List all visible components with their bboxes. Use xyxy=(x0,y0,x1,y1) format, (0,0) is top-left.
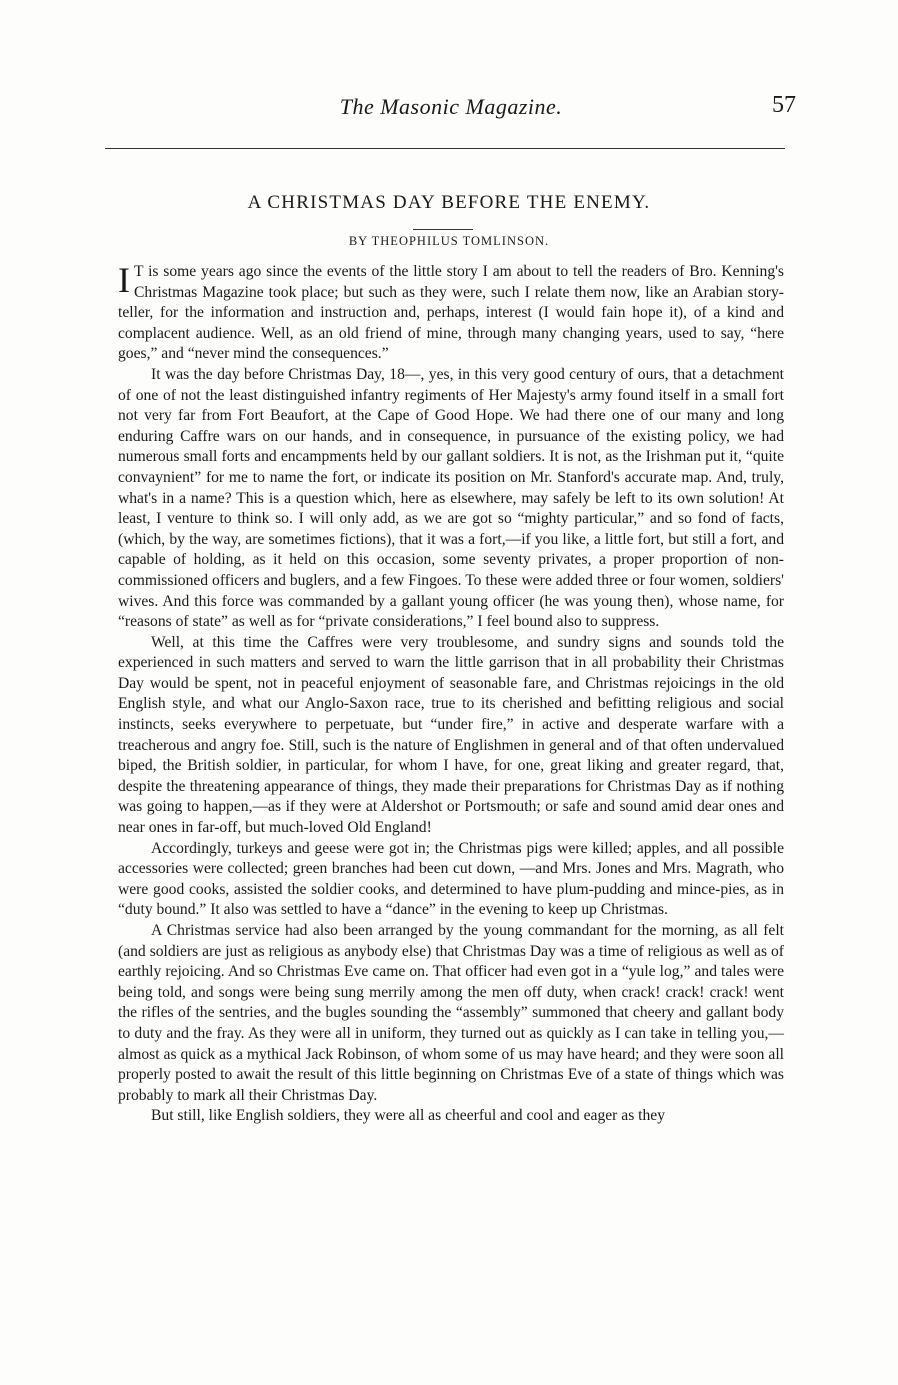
header-rule xyxy=(105,148,785,149)
article-body xyxy=(118,262,784,1127)
paragraph: A Christmas service had also been arranged by the young commandant for the morning, as all felt (and soldiers are just as religious as anybody else) that Christmas Day was a time of religious as well as of earthly rejoicing. And so Christmas Eve came on. That officer had even got in a “yule log,” and tales were being told, and songs were being sung merrily among the men off duty, when crack! crack! crack! went the rifles of the sentries, and the bugles sounding the “assembly” summoned that cheery and gallant body to duty and the fray. As they were all in uniform, they turned out as quickly as I can take in telling you,—almost as quick as a mythical Jack Robinson, of whom some of us may have heard; and they were soon all properly posted to await the result of this little beginning on Christmas Eve of a state of things which was probably to mark all their Christmas Day. xyxy=(118,922,784,1104)
paragraph-text: T is some years ago since the events of the little story I am about to tell the readers of Bro. Kenning's Christmas Magazine took place; but such as they were, such I relate them now, like an Arabian story-teller, for the information and instruction and, perhaps, interest (I would fain hope it), of a kind and complacent audience. Well, as an old friend of mine, through many changing years, used to say, “here goes,” and “never mind the consequences.” xyxy=(118,263,784,363)
journal-title: The Masonic Magazine. xyxy=(339,94,563,119)
title-rule xyxy=(413,229,473,230)
page-number: 57 xyxy=(772,92,796,118)
article-title: A CHRISTMAS DAY BEFORE THE ENEMY. xyxy=(247,192,651,213)
paragraph: Accordingly, turkeys and geese were got in; the Christmas pigs were killed; apples, and all possible accessories were collected; green branches had been cut down, —and Mrs. Jones and Mrs. Magrath, who were good cooks, assisted the soldier cooks, and determined to have plum-pudding and mince-pies, as in “duty bound.” It also was settled to have a “dance” in the evening to keep up Christmas. xyxy=(118,839,784,919)
running-head xyxy=(116,92,796,128)
paragraph: Well, at this time the Caffres were very troublesome, and sundry signs and sounds told the experienced in such matters and served to warn the little garrison that in all probability their Christmas Day would be spent, not in peaceful enjoyment of seasonable fare, and Christmas rejoicings in the old English style, and what our Anglo-Saxon race, true to its cherished and befitting religious and social instincts, seeks everywhere to perpetuate, but “under fire,” in active and desperate warfare with a treacherous and angry foe. Still, such is the nature of Englishmen in general and of that often undervalued biped, the British soldier, in particular, for whom I have, for one, great liking and greater regard, that, despite the threatening appearance of things, they made their preparations for Christmas Day as if nothing was going to happen,—as if they were at Aldershot or Portsmouth; or safe and sound amid dear ones and near ones in far-off, but much-loved Old England! xyxy=(118,633,784,837)
paragraph: It was the day before Christmas Day, 18—, yes, in this very good century of ours, that a detachment of one of not the least distinguished infantry regiments of Her Majesty's army found itself in a small fort not very far from Fort Beaufort, at the Cape of Good Hope. We had there one of our many and long enduring Caffre wars on our hands, and in consequence, in pursuance of the existing policy, we had numerous small forts and encampments held by our gallant soldiers. It is not, as the Irishman put it, “quite convaynient” for me to name the fort, or indicate its position on Mr. Stanford's accurate map. And, truly, what's in a name? This is a question which, here as elsewhere, may safely be left to its own solution! At least, I venture to think so. I will only add, as we are got so “mighty particular,” and so fond of facts, (which, by the way, are sometimes fictions), that it was a fort,—if you like, a little fort, but still a fort, and capable of holding, as it held on this occasion, some seventy privates, a proper proportion of non-commissioned officers and buglers, and a few Fingoes. To these were added three or four women, soldiers' wives. And this force was commanded by a gallant young officer (he was young then), whose name, for “reasons of state” as well as for “private considerations,” I feel bound also to suppress. xyxy=(118,365,784,631)
paragraph xyxy=(118,262,784,365)
paragraph: But still, like English soldiers, they were all as cheerful and cool and eager as they xyxy=(151,1107,666,1125)
drop-cap: I xyxy=(118,260,130,300)
byline: BY THEOPHILUS TOMLINSON. xyxy=(348,234,550,248)
